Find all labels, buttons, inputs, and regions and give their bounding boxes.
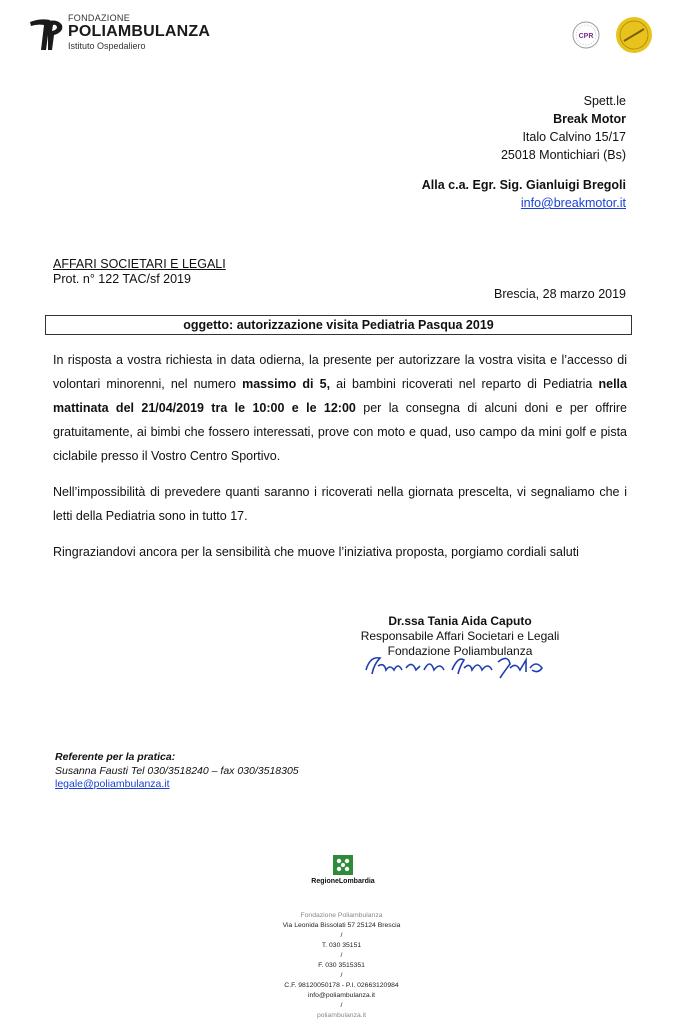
protocol-number: Prot. n° 122 TAC/sf 2019 <box>53 272 191 286</box>
footer-sep-3: / <box>340 972 343 979</box>
footer-site-link[interactable]: poliambulanza.it <box>316 1012 367 1019</box>
certification-badge-icon <box>571 20 601 50</box>
footer-org: Fondazione Poliambulanza <box>300 912 383 919</box>
cert-badge-text: CPR <box>578 33 594 40</box>
recipient-city: 25018 Montichiari (Bs) <box>500 148 626 162</box>
footer-fax: F. 030 3515351 <box>318 962 365 969</box>
reference-email-link[interactable]: legale@poliambulanza.it <box>55 778 170 790</box>
signatory-name: Dr.ssa Tania Aida Caputo <box>388 614 532 628</box>
reference-block <box>55 751 299 792</box>
poliambulanza-logo-icon <box>26 16 66 52</box>
footer-address: Via Leonida Bissolati 57 25124 Brescia <box>282 922 401 929</box>
department-block <box>53 257 226 287</box>
logo-line1: FONDAZIONE <box>68 13 131 23</box>
footer-line-2 <box>0 991 683 1021</box>
subject-box: oggetto: autorizzazione visita Pediatria Pasqua 2019 <box>45 315 632 335</box>
body-paragraph-1 <box>53 348 627 468</box>
attention-block <box>422 176 626 212</box>
handwritten-signature-icon <box>360 648 550 682</box>
logo-line2: POLIAMBULANZA <box>68 23 211 40</box>
attention-line: Alla c.a. Egr. Sig. Gianluigi Bregoli <box>421 178 626 192</box>
p1-text-e: per la consegna di alcuni doni e per offrire gratuitamente, ai bimbi che fossero interessati, prove con moto e quad, uso campo da mini golf e pista ciclabile presso il Vostro Centro Sportivo. <box>53 401 628 463</box>
p1-text-d: nella mattinata del 21/04/2019 tra le 10:00 e le 12:00 <box>53 377 627 415</box>
recipient-company: Break Motor <box>553 112 626 126</box>
body-paragraph-3: Ringraziandovi ancora per la sensibilità che muove l’iniziativa proposta, porgiamo cordiali saluti <box>53 545 579 559</box>
body-paragraph-2: Nell’impossibilità di prevedere quanti saranno i ricoverati nella giornata prescelta, vi segnaliamo che i letti della Pediatria sono in tutto 17. <box>53 485 627 523</box>
footer-sep-2: / <box>340 952 343 959</box>
footer-line-1 <box>0 911 683 991</box>
regione-lombardia-logo-icon <box>333 855 353 875</box>
gold-seal-icon <box>614 15 654 55</box>
footer <box>0 911 683 1021</box>
recipient-salutation: Spett.le <box>583 94 626 108</box>
p1-text-a: In risposta a vostra richiesta in data odierna, la presente per autorizzare la vostra visita e l’accesso di volontari minorenni, nel numero <box>53 353 627 391</box>
footer-sep-4: / <box>340 1002 343 1009</box>
p1-text-c: ai bambini ricoverati nel reparto di Pediatria <box>330 377 599 391</box>
recipient-street: Italo Calvino 15/17 <box>522 130 626 144</box>
footer-cf: C.F. 98120050178 - P.I. 02663120984 <box>284 982 399 989</box>
department-name: AFFARI SOCIETARI E LEGALI <box>53 257 226 271</box>
region-name: RegioneLombardia <box>311 878 375 885</box>
letter-date: Brescia, 28 marzo 2019 <box>493 287 626 301</box>
footer-phone: T. 030 35151 <box>321 942 362 949</box>
signatory-role: Responsabile Affari Societari e Legali <box>360 629 560 643</box>
attention-email-link[interactable]: info@breakmotor.it <box>520 196 626 210</box>
signatory-org: Fondazione Poliambulanza <box>387 644 533 658</box>
footer-email-link[interactable]: info@poliambulanza.it <box>308 992 375 999</box>
recipient-address <box>501 92 626 164</box>
header-logo-text <box>68 14 210 51</box>
reference-label: Referente per la pratica: <box>55 751 176 763</box>
p1-text-b: massimo di 5, <box>242 377 331 391</box>
logo-line3: Istituto Ospedaliero <box>68 41 146 51</box>
reference-contact: Susanna Fausti Tel 030/3518240 – fax 030/3518305 <box>55 764 299 777</box>
footer-sep-1: / <box>340 932 343 939</box>
